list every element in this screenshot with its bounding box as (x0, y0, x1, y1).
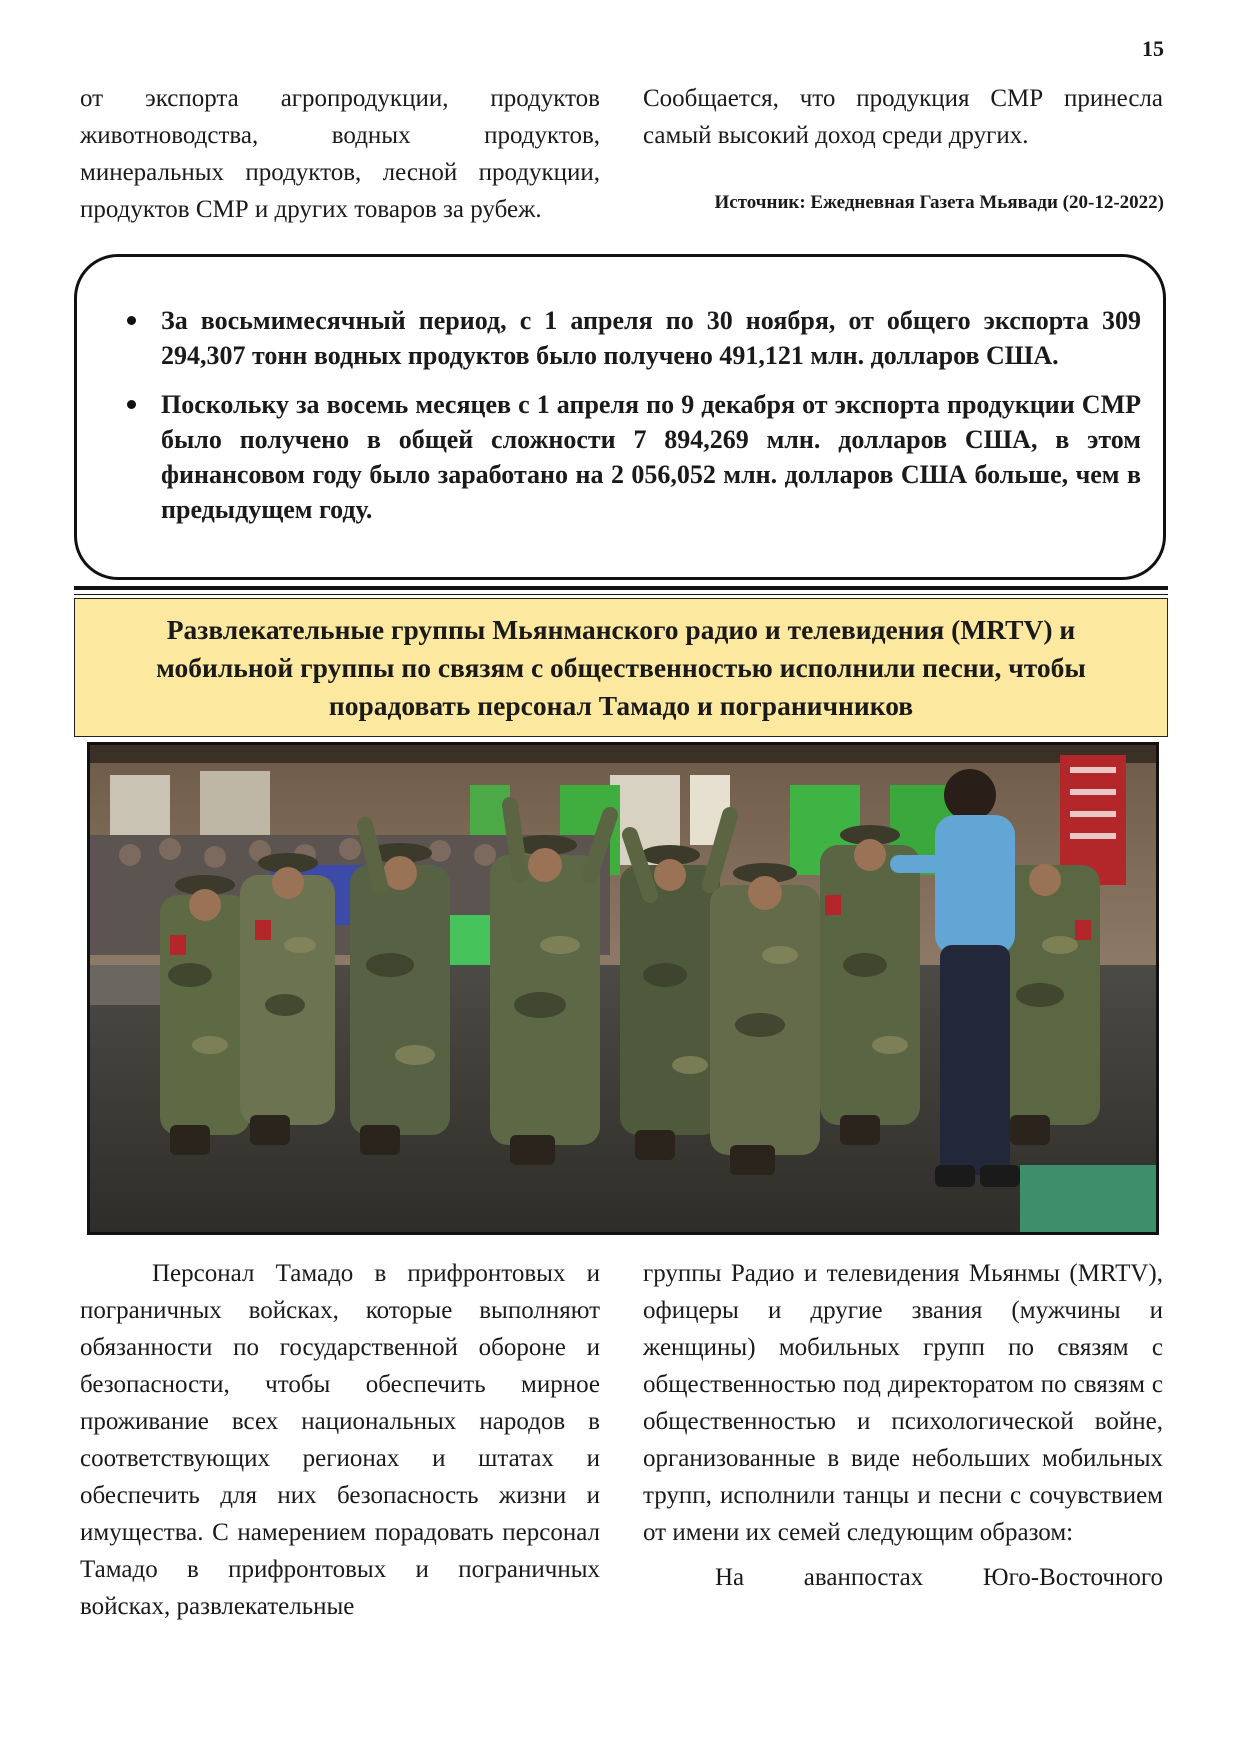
source-line: Источник: Ежедневная Газета Мьявади (20-12-2022) (714, 192, 1164, 213)
divider-thick (74, 586, 1168, 590)
body-left-column (80, 1255, 600, 1625)
article-headline: Развлекательные группы Мьянманского радио и телевидения (MRTV) и мобильной группы по связям с общественностью исполнили песни, чтобы порадовать персонал Тамадо и пограничников (156, 613, 1086, 721)
top-right-paragraph: Сообщается, что продукция СМР принесла самый высокий доход среди других. (643, 85, 1163, 149)
photo-soldiers-dancing-icon (90, 745, 1156, 1232)
highlight-item: Поскольку за восемь месяцев с 1 апреля по 9 декабря от экспорта продукции СМР было получено в общей сложности 7 894,269 млн. долларов США, в этом финансовом году было заработано на 2 056,052 млн. долларов США больше, чем в предыдущем году. (127, 387, 1141, 527)
top-left-paragraph: от экспорта агропродукции, продуктов животноводства, водных продуктов, минеральных продуктов, лесной продукции, продуктов СМР и других товаров за рубеж. (80, 85, 600, 223)
body-right-paragraph-2: На аванпостах Юго-Восточного (715, 1564, 1163, 1591)
headline-box (74, 598, 1168, 737)
body-left-paragraph: Персонал Тамадо в прифронтовых и пограничных войсках, которые выполняют обязанности по государственной обороне и безопасности, чтобы обеспечить мирное проживание всех национальных народов в соответствующих регионах и штатах и обеспечить для них безопасность жизни и имущества. С намерением порадовать персонал Тамадо в прифронтовых и пограничных войсках, развлекательные (80, 1260, 600, 1620)
body-right-column (643, 1255, 1163, 1596)
divider-thin (74, 594, 1168, 595)
highlight-list (127, 303, 1141, 527)
top-left-column (80, 80, 600, 228)
top-right-column (643, 80, 1163, 154)
highlight-item: За восьмимесячный период, с 1 апреля по 30 ноября, от общего экспорта 309 294,307 тонн водных продуктов было получено 491,121 млн. долларов США. (127, 303, 1141, 373)
body-right-paragraph: группы Радио и телевидения Мьянмы (MRTV), офицеры и другие звания (мужчины и женщины) мобильных групп по связям с общественностью под директоратом по связям с общественностью и психологической войне, организованные в виде небольших мобильных трупп, исполнили танцы и песни с сочувствием от имени их семей следующим образом: (643, 1260, 1163, 1546)
bullet-icon (127, 316, 136, 325)
bullet-icon (127, 400, 136, 409)
article-photo (87, 742, 1159, 1235)
highlight-box (74, 254, 1166, 580)
page-number: 15 (1142, 36, 1164, 61)
